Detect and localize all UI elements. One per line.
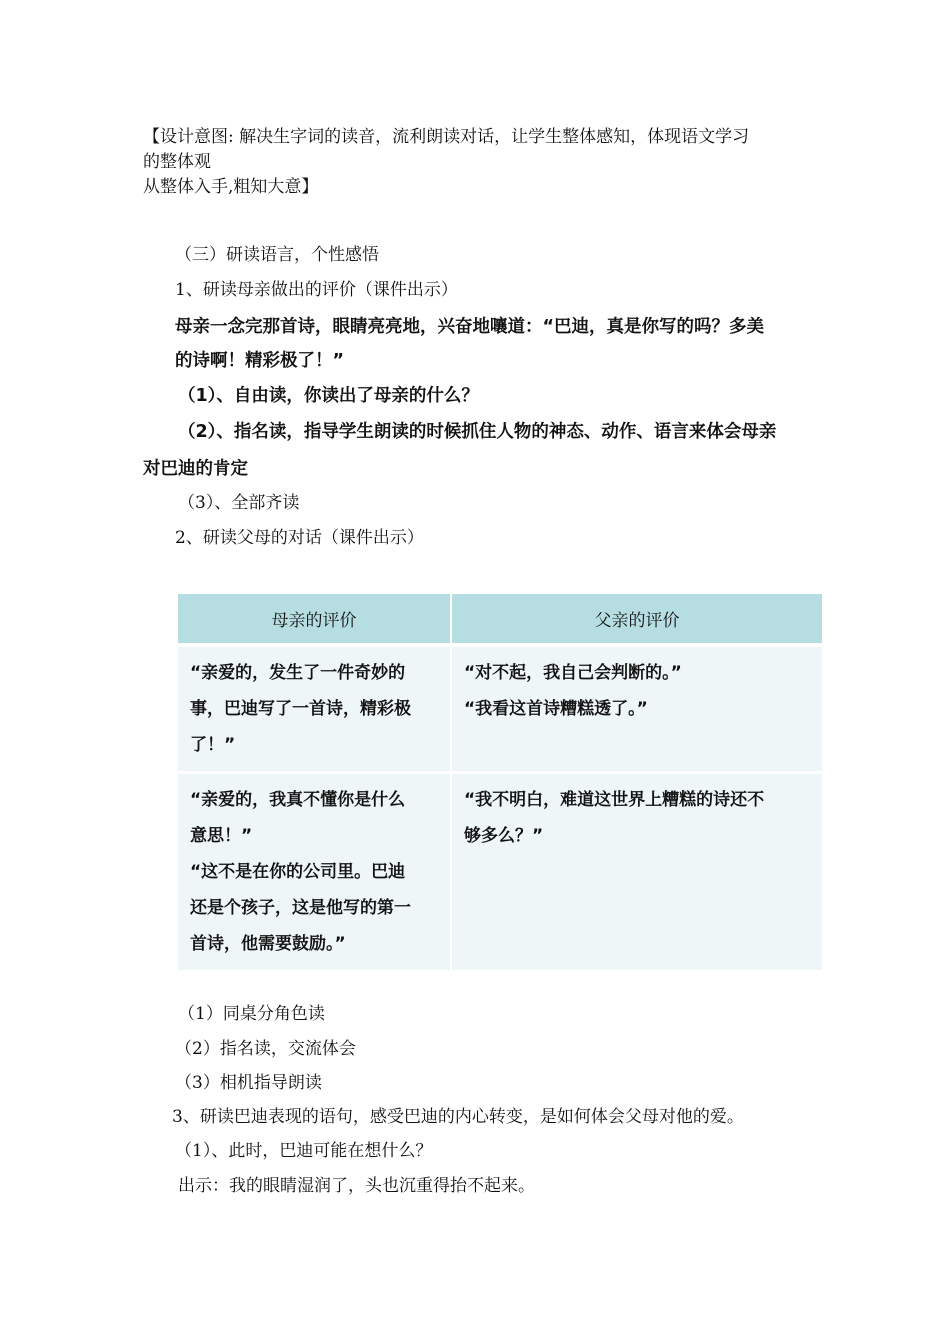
mother-quote-line1: 母亲一念完那首诗，眼睛亮亮地，兴奋地嚷道：“巴迪，真是你写的吗？多美 [175, 317, 764, 337]
design-intent-line1: 【设计意图: 解决生字词的读音，流利朗读对话，让学生整体感知，体现语文学习 [143, 127, 750, 147]
cell-line: “亲爱的，发生了一件奇妙的 [190, 663, 406, 683]
item1-sub1: （1）、自由读，你读出了母亲的什么？ [178, 386, 479, 406]
father-cell [452, 647, 822, 774]
table-row [178, 774, 822, 970]
cell-line: 还是个孩子，这是他写的第一 [190, 898, 411, 918]
cell-line: “这不是在你的公司里。巴迪 [190, 862, 406, 882]
cell-line: “我看这首诗糟糕透了。” [464, 699, 648, 719]
item2-step2: （2）指名读，交流体会 [175, 1039, 356, 1059]
item2-title: 2、研读父母的对话（课件出示） [175, 528, 424, 548]
item1-sub2-line2: 对巴迪的肯定 [143, 459, 248, 479]
cell-line: “我不明白，难道这世界上糟糕的诗还不 [464, 790, 765, 810]
mother-quote-line2: 的诗啊！精彩极了！” [175, 351, 345, 371]
cell-line: “对不起，我自己会判断的。” [464, 663, 682, 683]
item1-sub2-line1: （2）、指名读，指导学生朗读的时候抓住人物的神态、动作、语言来体会母亲 [178, 422, 777, 442]
table-row [178, 647, 822, 774]
cell-line: 够多么？” [464, 826, 544, 846]
cell-line: 意思！” [190, 826, 253, 846]
design-intent-line3: 从整体入手,粗知大意】 [143, 177, 319, 197]
item3-sub1: （1）、此时，巴迪可能在想什么？ [175, 1141, 433, 1161]
cell-line: 了！” [190, 735, 236, 755]
item1-title: 1、研读母亲做出的评价（课件出示） [175, 280, 458, 300]
mother-cell [178, 774, 452, 970]
cell-line: 事，巴迪写了一首诗，精彩极 [190, 699, 411, 719]
design-intent-line2: 的整体观 [143, 152, 211, 172]
cell-line: “亲爱的，我真不懂你是什么 [190, 790, 406, 810]
table-header-row [178, 594, 822, 647]
header-father: 父亲的评价 [452, 594, 822, 647]
item1-sub3: （3）、全部齐读 [178, 493, 300, 513]
section-heading: （三）研读语言，个性感悟 [175, 245, 379, 265]
cell-line: 首诗，他需要鼓励。” [190, 934, 346, 954]
header-mother: 母亲的评价 [178, 594, 452, 647]
item2-step3: （3）相机指导朗读 [175, 1073, 322, 1093]
item3-show: 出示：我的眼睛湿润了，头也沉重得抬不起来。 [178, 1176, 535, 1196]
father-cell [452, 774, 822, 970]
evaluation-table [178, 594, 822, 970]
item3-title: 3、研读巴迪表现的语句，感受巴迪的内心转变，是如何体会父母对他的爱。 [172, 1107, 744, 1127]
mother-cell [178, 647, 452, 774]
item2-step1: （1）同桌分角色读 [178, 1004, 325, 1024]
